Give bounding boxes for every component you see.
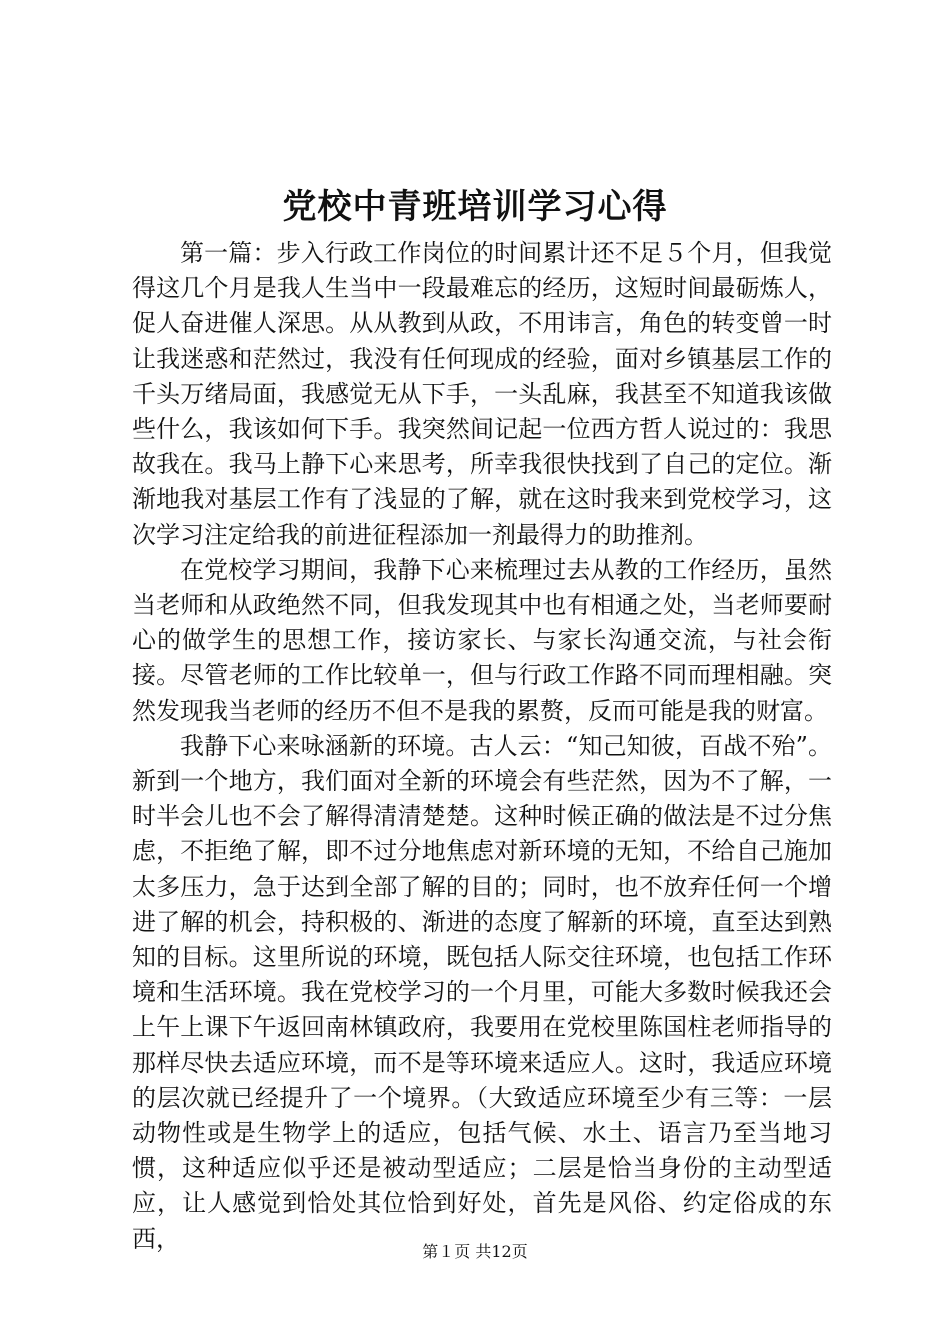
paragraph-3: 我静下心来咏涵新的环境。古人云：“知己知彼，百战不殆”。新到一个地方，我们面对全新的环境会有些茫然，因为不了解，一时半会儿也不会了解得清清楚楚。这种时候正确的做法是不过分焦虑，不拒绝了解，即不过分地焦虑对新环境的无知，不给自己施加太多压力，急于达到全部了解的目的；同时，也不放弃任何一个增进了解的机会，持积极的、渐进的态度了解新的环境，直至达到熟知的目标。这里所说的环境，既包括人际交往环境，也包括工作环境和生活环境。我在党校学习的一个月里，可能大多数时候我还会上午上课下午返回南林镇政府，我要用在党校里陈国柱老师指导的那样尽快去适应环境，而不是等环境来适应人。这时，我适应环境的层次就已经提升了一个境界。（大致适应环境至少有三等：一层动物性或是生物学上的适应，包括气候、水土、语言乃至当地习惯，这种适应似乎还是被动型适应；二层是恰当身份的主动型适应，让人感觉到恰处其位恰到好处，首先是风俗、约定俗成的东西， <box>132 731 832 1253</box>
page-number-footer: 第１页 共12页 <box>422 1242 528 1261</box>
document-title: 党校中青班培训学习心得 <box>282 187 668 227</box>
paragraph-1: 第一篇：步入行政工作岗位的时间累计还不足５个月，但我觉得这几个月是我人生当中一段最难忘的经历，这短时间最砺炼人，促人奋进催人深思。从从教到从政，不用讳言，角色的转变曾一时让我迷惑和茫然过，我没有任何现成的经验，面对乡镇基层工作的千头万绪局面，我感觉无从下手，一头乱麻，我甚至不知道我该做些什么，我该如何下手。我突然间记起一位西方哲人说过的：我思故我在。我马上静下心来思考，所幸我很快找到了自己的定位。渐渐地我对基层工作有了浅显的了解，就在这时我来到党校学习，这次学习注定给我的前进征程添加一剂最得力的助推剂。 <box>132 239 832 549</box>
paragraph-2: 在党校学习期间，我静下心来梳理过去从教的工作经历，虽然当老师和从政绝然不同，但我发现其中也有相通之处，当老师要耐心的做学生的思想工作，接访家长、与家长沟通交流，与社会衔接。尽管老师的工作比较单一，但与行政工作路不同而理相融。突然发现我当老师的经历不但不是我的累赘，反而可能是我的财富。 <box>132 555 832 725</box>
document-body <box>132 236 832 1257</box>
